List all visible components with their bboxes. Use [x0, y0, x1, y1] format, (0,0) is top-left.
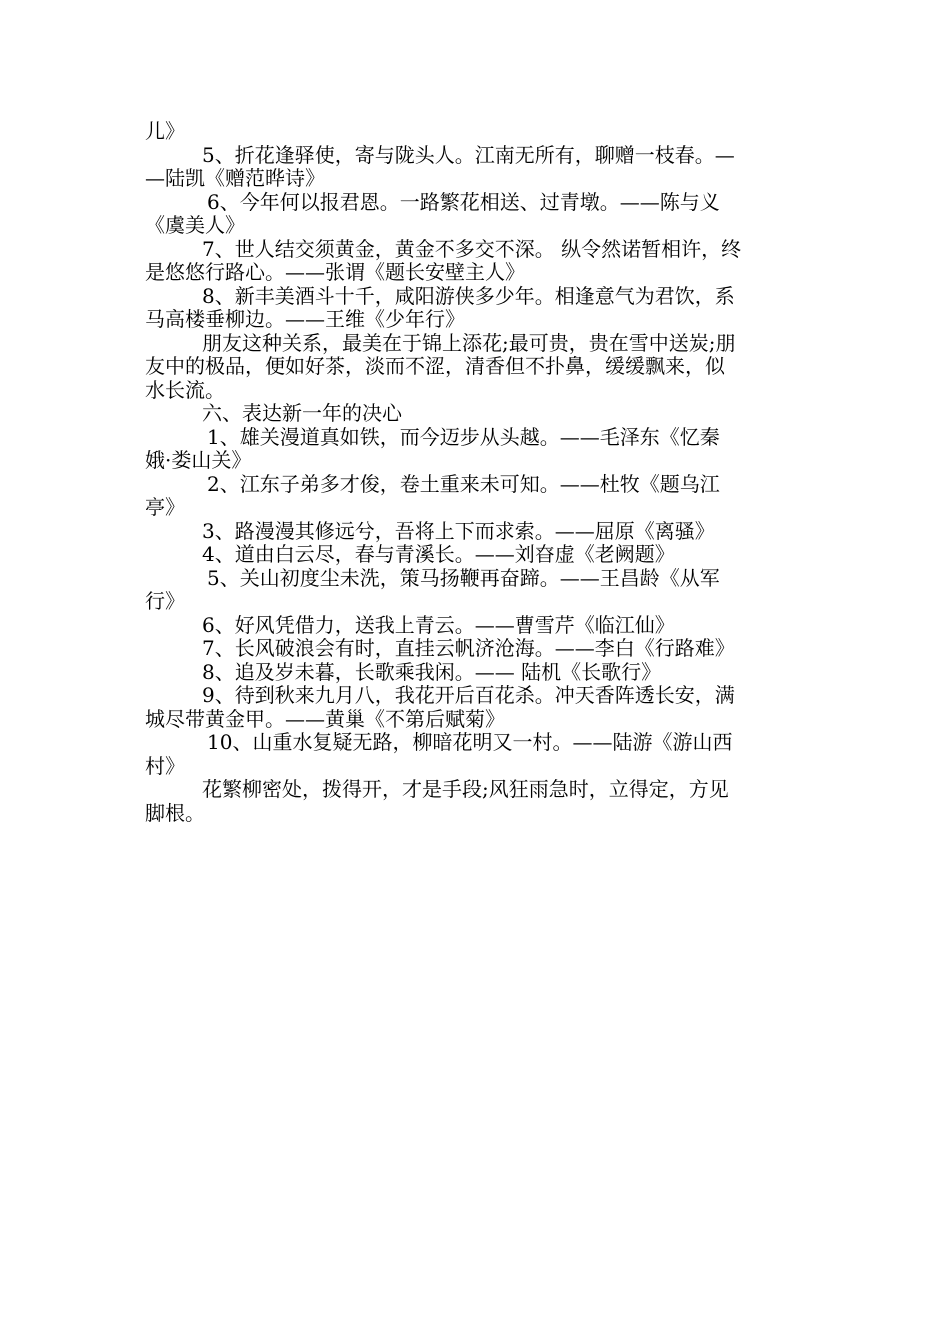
text-line: 脚根。	[145, 801, 205, 825]
text-line: 是悠悠行路心。——张谓《题长安壁主人》	[145, 261, 525, 284]
text-line: 朋友这种关系，最美在于锦上添花;最可贵，贵在雪中送炭;朋	[202, 331, 736, 355]
text-line: 马高楼垂柳边。——王维《少年行》	[145, 308, 465, 331]
text-line: 8、追及岁未暮，长歌乘我闲。—— 陆机《长歌行》	[202, 660, 662, 684]
text-line: 行》	[145, 590, 185, 613]
text-line: 2、江东子弟多才俊，卷土重来未可知。——杜牧《题乌江	[207, 472, 720, 496]
text-line: 9、待到秋来九月八，我花开后百花杀。冲天香阵透长安，满	[202, 684, 735, 707]
text-line: 7、世人结交须黄金，黄金不多交不深。 纵令然诺暂相许，终	[202, 237, 742, 261]
text-line: 5、关山初度尘未洗，策马扬鞭再奋蹄。——王昌龄《从军	[207, 566, 720, 590]
text-line: 友中的极品，便如好茶，淡而不涩，清香但不扑鼻，缓缓飘来，似	[145, 355, 725, 378]
text-line: —陆凯《赠范晔诗》	[145, 167, 325, 190]
text-line: 5、折花逢驿使，寄与陇头人。江南无所有，聊赠一枝春。—	[202, 143, 735, 167]
document-page	[145, 120, 805, 825]
text-line: 水长流。	[145, 378, 225, 402]
text-line: 4、道由白云尽，春与青溪长。——刘昚虚《老阙题》	[202, 543, 675, 566]
text-line: 花繁柳密处，拨得开，才是手段;风狂雨急时，立得定，方见	[202, 778, 729, 801]
text-line: 亭》	[145, 496, 185, 519]
text-line: 娥·娄山关》	[145, 449, 252, 472]
text-line: 10、山重水复疑无路，柳暗花明又一村。——陆游《游山西	[207, 731, 733, 754]
text-line: 7、长风破浪会有时，直挂云帆济沧海。——李白《行路难》	[202, 637, 735, 660]
text-line: 6、今年何以报君恩。一路繁花相送、过青墩。——陈与义	[207, 190, 720, 214]
text-line: 6、好风凭借力，送我上青云。——曹雪芹《临江仙》	[202, 613, 675, 637]
text-line: 3、路漫漫其修远兮，吾将上下而求索。——屈原《离骚》	[202, 519, 715, 543]
text-line: 8、新丰美酒斗十千，咸阳游侠多少年。相逢意气为君饮，系	[202, 284, 735, 308]
text-line: 1、雄关漫道真如铁，而今迈步从头越。——毛泽东《忆秦	[207, 425, 720, 449]
text-line: 《虞美人》	[145, 214, 245, 237]
section-heading: 六、表达新一年的决心	[202, 402, 402, 425]
text-line: 村》	[145, 754, 185, 778]
text-line: 城尽带黄金甲。——黄巢《不第后赋菊》	[145, 707, 505, 731]
text-line: 儿》	[145, 120, 185, 143]
